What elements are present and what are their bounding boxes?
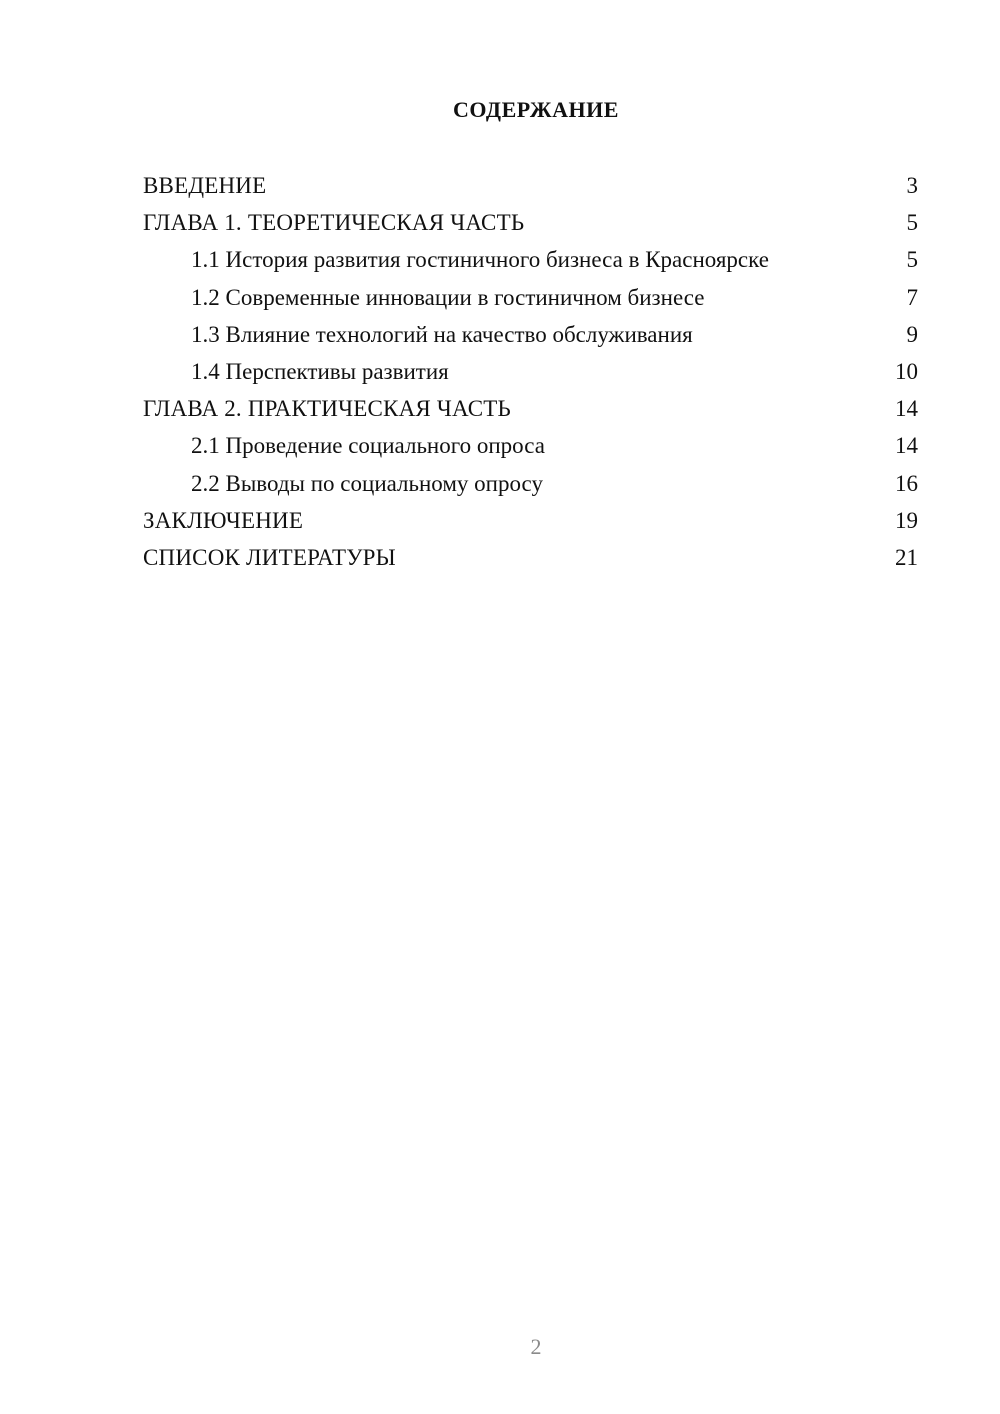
toc-entry-conclusion bbox=[143, 502, 918, 539]
toc-entry-page: 21 bbox=[895, 544, 918, 570]
toc-entry-page: 5 bbox=[906, 247, 918, 273]
toc-entry-page: 7 bbox=[906, 284, 918, 310]
toc-entry-label: ВВЕДЕНИЕ bbox=[143, 173, 267, 198]
toc-entry-label: 1.1 История развития гостиничного бизнеса в Красноярске bbox=[191, 247, 769, 273]
toc-entry-section-2-2 bbox=[143, 465, 918, 502]
toc-entry-section-1-1 bbox=[143, 241, 918, 278]
toc-entry-label: 1.3 Влияние технологий на качество обслуживания bbox=[191, 321, 693, 347]
toc-entry-label: ГЛАВА 2. ПРАКТИЧЕСКАЯ ЧАСТЬ bbox=[143, 396, 511, 422]
toc-entry-page: 3 bbox=[906, 173, 918, 198]
toc-entry-page: 5 bbox=[906, 210, 918, 236]
toc-entry-label: ГЛАВА 1. ТЕОРЕТИЧЕСКАЯ ЧАСТЬ bbox=[143, 210, 525, 236]
toc-entry-page: 9 bbox=[906, 321, 918, 347]
toc-entry-label: 1.2 Современные инновации в гостиничном бизнесе bbox=[191, 284, 705, 310]
toc-entry-section-1-2 bbox=[143, 279, 918, 316]
toc-entry-label: 2.1 Проведение социального опроса bbox=[191, 433, 545, 459]
toc-entry-page: 19 bbox=[895, 507, 918, 533]
page-number: 2 bbox=[530, 1334, 542, 1359]
toc-entry-label: 1.4 Перспективы развития bbox=[191, 358, 449, 384]
toc-entry-section-2-1 bbox=[143, 427, 918, 464]
toc-entry-chapter-1 bbox=[143, 204, 918, 241]
table-of-contents bbox=[143, 167, 918, 576]
toc-entry-section-1-4 bbox=[143, 353, 918, 390]
toc-entry-chapter-2 bbox=[143, 390, 918, 427]
page-title: СОДЕРЖАНИЕ bbox=[453, 97, 619, 122]
toc-entry-label: 2.2 Выводы по социальному опросу bbox=[191, 470, 543, 496]
toc-entry-references bbox=[143, 539, 918, 576]
toc-entry-introduction bbox=[143, 167, 918, 204]
toc-entry-label: СПИСОК ЛИТЕРАТУРЫ bbox=[143, 544, 396, 570]
toc-entry-page: 16 bbox=[895, 470, 918, 496]
toc-entry-page: 14 bbox=[895, 396, 918, 422]
toc-entry-section-1-3 bbox=[143, 316, 918, 353]
toc-entry-label: ЗАКЛЮЧЕНИЕ bbox=[143, 507, 304, 533]
toc-entry-page: 14 bbox=[895, 433, 918, 459]
toc-entry-page: 10 bbox=[895, 358, 918, 384]
